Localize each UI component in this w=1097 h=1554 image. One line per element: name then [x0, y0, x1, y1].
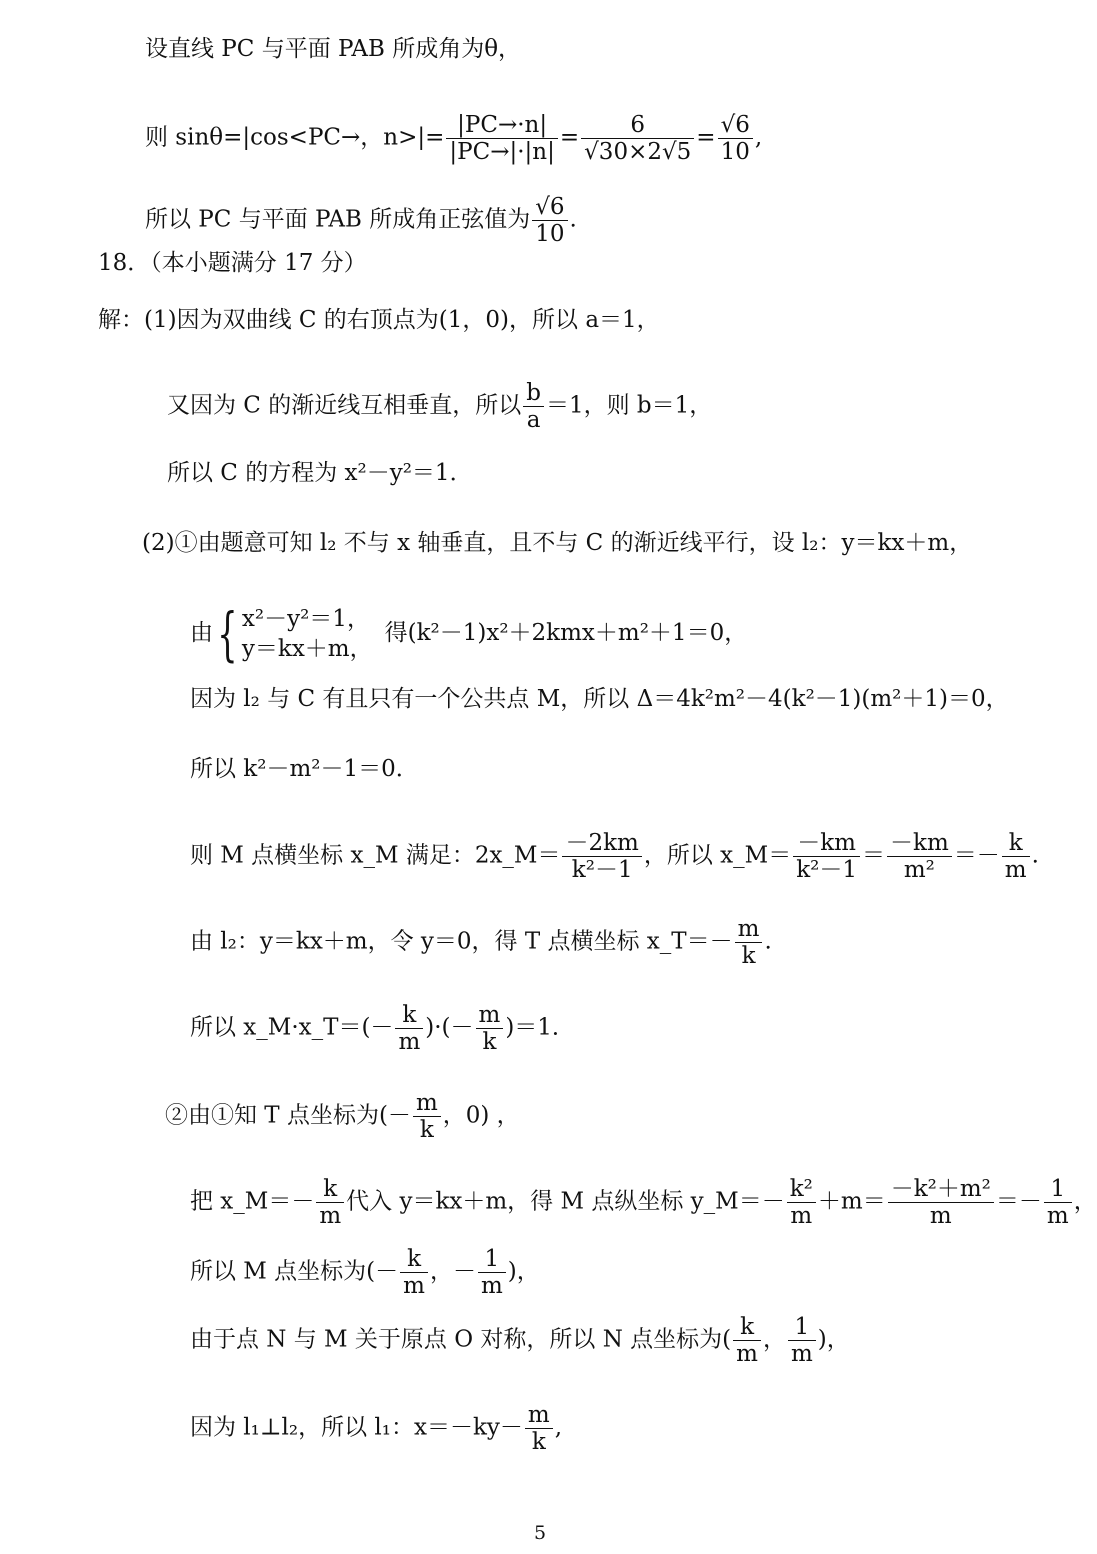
line-m-coordinates: 所以 M 点坐标为(－ $\frac{k}{m}$ ，－ $\frac{1}{m}$ )，: [190, 1246, 540, 1299]
line-asymptotes: 又因为 C 的渐近线互相垂直，所以 $\frac{b}{a}$ ＝1，则 b＝1，: [167, 380, 713, 433]
fraction: $\frac{m}{k}$: [525, 1402, 553, 1455]
fraction: $\frac{\text{k²}}{m}$: [787, 1176, 816, 1229]
line-system: 由{ x²－y²＝1， y＝kx＋m， 得(k²－1)x²＋2kmx＋m²＋1＝0，: [190, 600, 748, 668]
fraction: $\frac{k}{m}$: [400, 1246, 428, 1299]
fraction: $\frac{m}{k}$: [476, 1002, 504, 1055]
fraction: $\frac{b}{a}$: [523, 380, 544, 433]
line-part1-vertex: 解：(1)因为双曲线 C 的右顶点为(1，0)，所以 a＝1，: [98, 307, 660, 333]
fraction: $\frac{1}{m}$: [478, 1246, 506, 1299]
fraction: $\frac{\text{－k²＋m²}}{m}$: [888, 1176, 994, 1229]
fraction: $\frac{-2km}{\text{k²－1}}$: [562, 830, 641, 883]
line-angle-setup: 设直线 PC 与平面 PAB 所成角为θ，: [145, 36, 522, 62]
fraction: $\frac{k}{m}$: [1002, 830, 1030, 883]
line-l1-equation: 因为 l₁⊥l₂，所以 l₁：x＝－ky－ $\frac{m}{k}$ ,: [190, 1402, 563, 1455]
fraction: $\frac{1}{m}$: [1044, 1176, 1072, 1229]
fraction: $\frac{m}{k}$: [413, 1090, 441, 1143]
line-part2-setup: (2)①由题意可知 l₂ 不与 x 轴垂直，且不与 C 的渐近线平行，设 l₂：y＝kx＋m，: [142, 530, 973, 556]
problem-heading: 18．（本小题满分 17 分）: [98, 250, 367, 276]
line-sin-theta: 则 sinθ=|cos<PC→，n>|= $\frac{|PC\to\cdot n|}{|PC\to|\cdot|n|}$ = $\frac{6}{√30\times 2√5}$ = $\frac{√6}{10}$ ,: [145, 112, 763, 165]
line-xm: 则 M 点横坐标 x_M 满足：2x_M＝ $\frac{-2km}{\text{k²－1}}$ ，所以 x_M＝ $\frac{-km}{\text{k²－1}}$ ＝ $\frac{-km}{\text{m²}}$ ＝－ $\frac{k}{m}$ .: [190, 830, 1039, 883]
line-n-coordinates: 由于点 N 与 M 关于原点 O 对称，所以 N 点坐标为( $\frac{k}{m}$ ， $\frac{1}{m}$ )，: [190, 1314, 850, 1367]
brace: {: [217, 600, 238, 668]
fraction: $\frac{|PC\to\cdot n|}{|PC\to|\cdot|n|}$: [446, 112, 557, 165]
line-part2-ii: ②由①知 T 点坐标为(－ $\frac{m}{k}$ ，0) ，: [165, 1090, 520, 1143]
equation-system: x²－y²＝1， y＝kx＋m，: [241, 606, 373, 662]
fraction: $\frac{√6}{10}$: [718, 112, 753, 165]
fraction: $\frac{k}{m}$: [316, 1176, 344, 1229]
line-discriminant: 因为 l₂ 与 C 有且只有一个公共点 M，所以 Δ＝4k²m²－4(k²－1)(m²＋1)＝0，: [190, 686, 1009, 712]
fraction: $\frac{√6}{10}$: [532, 194, 567, 247]
line-xt: 由 l₂：y＝kx＋m，令 y＝0，得 T 点横坐标 x_T＝－ $\frac{m}{k}$ .: [190, 916, 772, 969]
fraction: $\frac{m}{k}$: [735, 916, 763, 969]
fraction: $\frac{6}{√30\times 2√5}$: [581, 112, 694, 165]
line-ym: 把 x_M＝－ $\frac{k}{m}$ 代入 y＝kx＋m，得 M 点纵坐标 y_M＝－ $\frac{\text{k²}}{m}$ ＋m＝ $\frac{\text{－k²＋m²}}{m}$ ＝－ $\frac{1}{m}$ ，: [190, 1176, 1097, 1229]
fraction: $\frac{k}{m}$: [733, 1314, 761, 1367]
page-number: 5: [533, 1522, 547, 1544]
line-sine-result: 所以 PC 与平面 PAB 所成角正弦值为 $\frac{√6}{10}$ .: [145, 194, 577, 247]
line-product: 所以 x_M·x_T＝(－ $\frac{k}{m}$ )·(－ $\frac{m}{k}$ )＝1．: [190, 1002, 575, 1055]
fraction: $\frac{-km}{\text{k²－1}}$: [793, 830, 860, 883]
line-k-m-relation: 所以 k²－m²－1＝0．: [190, 756, 419, 782]
fraction: $\frac{-km}{\text{m²}}$: [887, 830, 952, 883]
fraction: $\frac{k}{m}$: [395, 1002, 423, 1055]
fraction: $\frac{1}{m}$: [788, 1314, 816, 1367]
line-equation-c: 所以 C 的方程为 x²－y²＝1．: [167, 460, 473, 486]
